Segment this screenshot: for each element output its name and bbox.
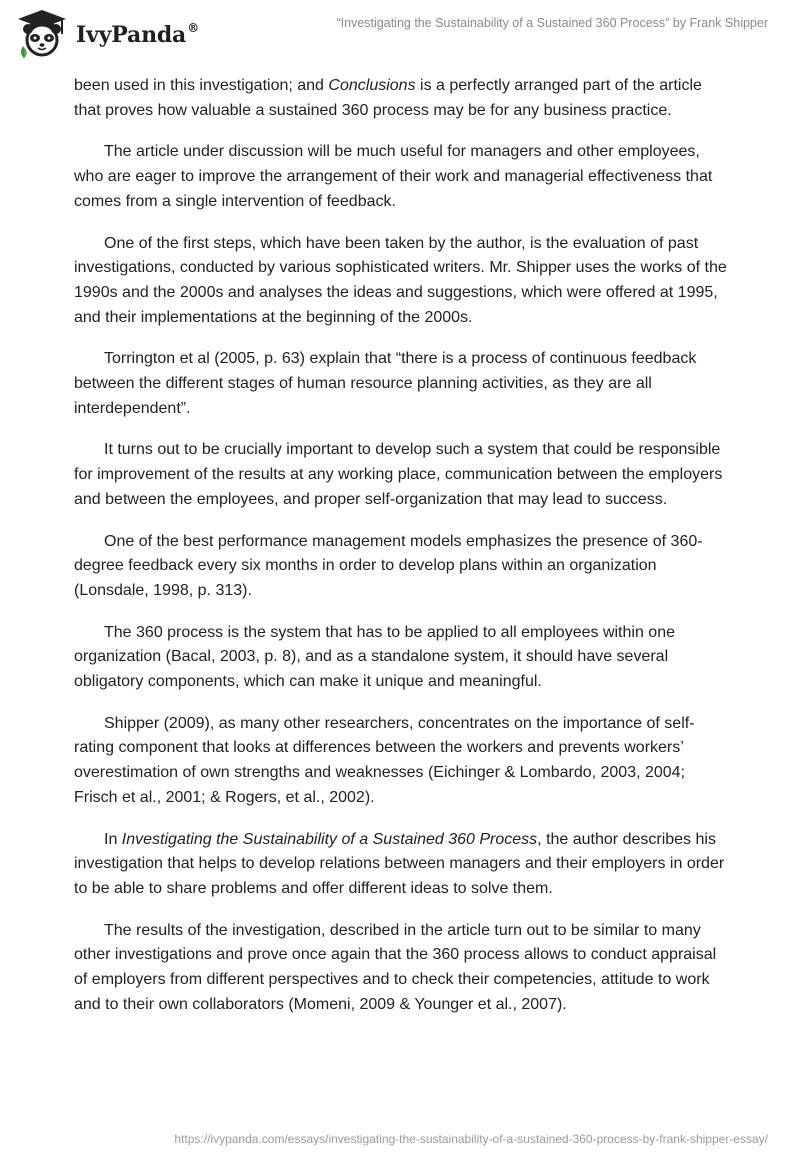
page-header: [0, 0, 800, 70]
paragraph-0: been used in this investigation; and Conclusions is a perfectly arranged part of the article that proves how valuable a sustained 360 process may be for any business practice.: [74, 77, 702, 119]
essay-body: [74, 74, 728, 1035]
paragraph-7: Shipper (2009), as many other researchers, concentrates on the importance of self-rating component that looks at differences between the workers and prevents workers’ overestimation of own strengths and weaknesses (Eichinger & Lombardo, 2003, 2004; Frisch et al., 2001; & Rogers, et al., 2002).: [74, 714, 695, 806]
paragraph-4: It turns out to be crucially important to develop such a system that could be responsible for improvement of the results at any working place, communication between the employers and between the employees, and proper self-organization that may lead to success.: [74, 441, 723, 508]
paragraph-1: The article under discussion will be much useful for managers and other employees, who are eager to improve the arrangement of their work and managerial effectiveness that comes from a single intervention of feedback.: [74, 143, 713, 210]
paragraph-9: The results of the investigation, described in the article turn out to be similar to many other investigations and prove once again that the 360 process allows to conduct appraisal of employers from different perspectives and to check their competencies, attitude to work and to their own collaborators (Momeni, 2009 & Younger et al., 2007).: [74, 921, 717, 1013]
panda-graduate-icon: [14, 6, 70, 62]
brand-name: IvyPanda®: [76, 20, 199, 48]
paragraph-6: The 360 process is the system that has to be applied to all employees within one organization (Bacal, 2003, p. 8), and as a standalone system, it should have several obligatory components, which can make it unique and meaningful.: [74, 623, 675, 691]
paragraph-8: In Investigating the Sustainability of a Sustained 360 Process, the author describes his investigation that helps to develop relations between managers and their employers in order to be able to share problems and offer different ideas to solve them.: [74, 830, 725, 897]
source-url[interactable]: https://ivypanda.com/essays/investigating-the-sustainability-of-a-sustained-360-process-by-frank-shipper-essay/: [174, 1132, 768, 1146]
ivypanda-logo[interactable]: [14, 6, 234, 62]
document-title: “Investigating the Sustainability of a Sustained 360 Process” by Frank Shipper: [336, 16, 768, 30]
paragraph-3: Torrington et al (2005, p. 63) explain that “there is a process of continuous feedback between the different stages of human resource planning activities, as they are all interdependent”.: [74, 350, 697, 417]
paragraph-5: One of the best performance management models emphasizes the presence of 360-degree feedback every six months in order to develop plans within an organization (Lonsdale, 1998, p. 313).: [74, 532, 703, 599]
paragraph-2: One of the first steps, which have been taken by the author, is the evaluation of past investigations, conducted by various sophisticated writers. Mr. Shipper uses the works of the 1990s and the 2000s and analyses the ideas and suggestions, which were offered at 1995, and their implementations at the beginning of the 2000s.: [74, 234, 727, 326]
